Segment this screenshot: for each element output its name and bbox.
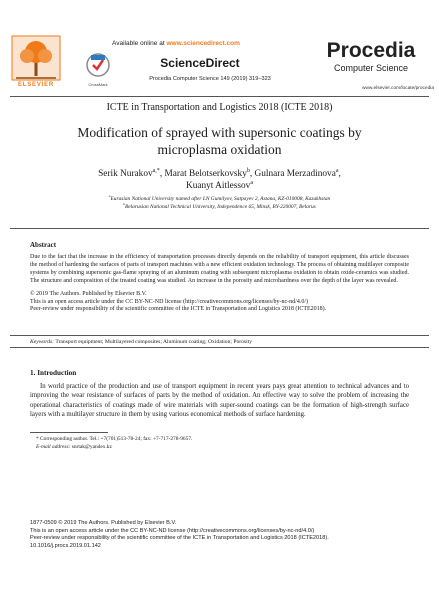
affiliation-a <box>30 196 409 204</box>
keywords-label: Keywords: <box>30 339 55 345</box>
author-list <box>40 168 399 192</box>
abstract-top-rule <box>10 228 429 229</box>
intro-heading: 1. Introduction <box>30 369 77 377</box>
available-online <box>112 40 312 47</box>
header-rule <box>10 96 429 97</box>
keywords <box>30 339 409 346</box>
crossmark-label: CrossMark <box>88 82 108 87</box>
footnote <box>36 435 336 451</box>
available-prefix: Available online at <box>112 40 165 47</box>
bottom-line-1: 1877-0509 © 2019 The Authors. Published by Elsevier B.V. <box>30 520 177 526</box>
title-line-1: Modification of sprayed with supersonic coatings by <box>77 125 362 140</box>
procedia-name: Procedia <box>326 39 416 62</box>
title-line-2: microplasma oxidation <box>157 142 282 157</box>
author-sup: a,* <box>152 167 160 174</box>
bottom-doi[interactable]: 10.1016/j.procs.2019.01.142 <box>30 542 101 549</box>
author-name: , Gulnara Merzadinova <box>249 169 336 179</box>
keywords-rule <box>10 335 429 336</box>
sciencedirect-logo: ScienceDirect <box>160 56 240 70</box>
author-separator: , <box>338 169 341 179</box>
bottom-copyright <box>30 520 409 550</box>
author-name: Kuanyt Aitlessov <box>186 181 251 191</box>
abstract-body <box>30 254 409 314</box>
procedia-url[interactable]: www.elsevier.com/locate/procedia <box>362 86 434 91</box>
abstract-review: Peer-review under responsibility of the scientific committee of the ICTE in Transportation and Logistics 2018 (ICTE2018). <box>30 306 327 313</box>
email-label: E-mail address: <box>36 444 71 450</box>
journal-reference: Procedia Computer Science 149 (2019) 319–323 <box>149 76 271 82</box>
affiliation-sup: b <box>123 201 125 206</box>
affiliation-sup: a <box>108 194 111 199</box>
footnote-rule <box>30 432 108 433</box>
paper-title <box>30 124 409 158</box>
bottom-line-3: Peer-review under responsibility of the scientific committee of the ICTE in Transportation and Logistics 2018 (ICTE2018). <box>30 535 329 541</box>
authors-line-2 <box>40 180 399 192</box>
intro-body: In world practice of the production and use of transport equipment in recent years pays great attention to technical advances and to improving the wear resistance of surfaces of parts by the method of oxidation. An effective way to solve the problem of increasing the operational characteristics of coatings made of wire materials with super-sound coatings can be the formation of high-strength surface layers with a multilayer structure in them by using various economical methods of surface hardening. <box>30 383 409 419</box>
affiliation-text: Belarusian National Technical University, Independence 65, Minsk, BY-220007, Belarus <box>125 203 316 210</box>
conference-name: ICTE in Transportation and Logistics 2018 (ICTE 2018) <box>106 102 333 113</box>
affiliation-text: Eurasian National University named after LN Gumilyov, Satpayev 2, Astana, KZ-010008, Kazakhstan <box>110 196 331 202</box>
author-sup: b <box>246 167 250 174</box>
sciencedirect-url[interactable]: www.sciencedirect.com <box>166 40 240 47</box>
abstract-text: Due to the fact that the increase in the efficiency of transportation processes directly depends on the reliability of transport equipment, this article discusses the method of hardening the surfaces of parts of transport machines with a new efficient oxidation technology. The process of obtaining multilayer composite systems by combining supersonic gas-flame spraying of an aluminum coating with subsequent microplasma oxidation to obtain oxide-ceramics was studied. The structure and composition of the treated coating was studied. An increase in the porosity and microhardness over the depth of the layer was revealed. <box>30 254 409 284</box>
author-sup: a <box>250 179 253 186</box>
affiliations <box>30 196 409 211</box>
author-name: Serik Nurakov <box>98 169 153 179</box>
email-address[interactable]: snrtak@yandex.kz <box>71 444 112 450</box>
affiliation-b <box>30 201 409 212</box>
abstract-copyright: © 2019 The Authors. Published by Elsevier B.V. <box>30 290 147 297</box>
elsevier-wordmark: ELSEVIER <box>17 82 55 88</box>
corresponding-author: * Corresponding author. Tel.: +7(701)513-78-24; fax: +7-717-278-9657. <box>36 436 193 442</box>
bottom-line-2: This is an open access article under the CC BY-NC-ND license (http://creativecommons.org/licenses/by-nc-nd/4.0/) <box>30 527 315 534</box>
abstract-heading: Abstract <box>30 241 57 249</box>
author-sup: a <box>335 167 339 174</box>
authors-line-1 <box>40 168 399 180</box>
procedia-logo <box>314 40 428 73</box>
author-name: , Marat Belotserkovsky <box>159 169 247 179</box>
procedia-subtitle: Computer Science <box>333 63 409 73</box>
keywords-bottom-rule <box>10 347 429 348</box>
abstract-license: This is an open access article under the CC BY-NC-ND license (http://creativecommons.org/licenses/by-nc-nd/4.0/) <box>30 298 308 305</box>
keywords-values: Transport equipment; Multilayered composites; Aluminum coating; Oxidation; Porosity <box>55 339 252 345</box>
